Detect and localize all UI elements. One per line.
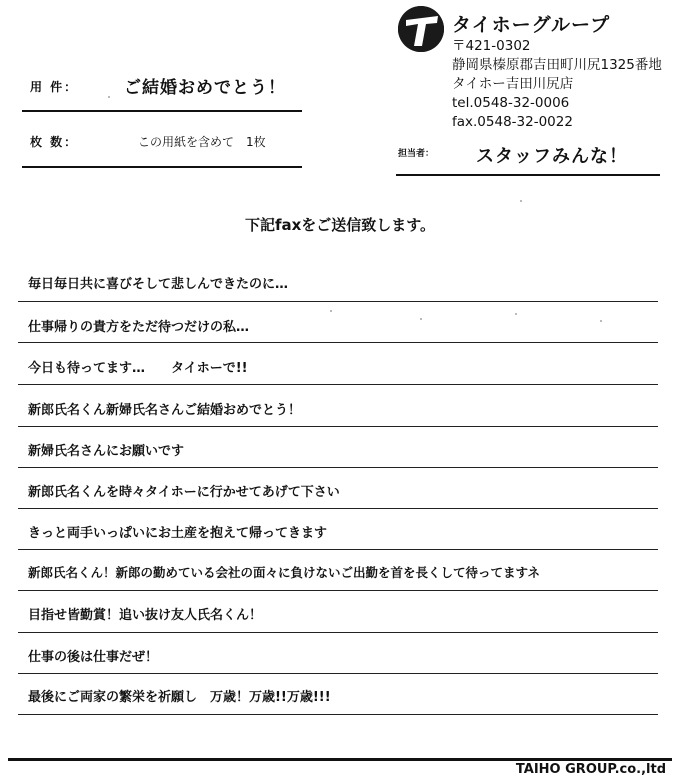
scan-speck [515,313,517,315]
message-line: 新郎氏名くん新婦氏名さんご結婚おめでとう！ [28,403,302,418]
message-line: 新郎氏名くん！新郎の勤めている会社の面々に負けないご出勤を首を長くして待ってますネ [28,565,541,580]
message-line: 今日も待ってます… タイホーで!! [28,361,248,376]
ruled-line [18,632,658,633]
company-name: タイホーグループ [452,14,611,36]
footer-rule [8,758,672,761]
ruled-line [18,467,658,468]
branch-name: タイホー吉田川尻店 [452,76,574,92]
message-line: 新郎氏名くんを時々タイホーに行かせてあげて下さい [28,485,340,500]
logo-t-icon [398,6,444,52]
message-line: 仕事帰りの貴方をただ待つだけの私… [28,320,250,335]
pages-underline [22,166,302,168]
ruled-line [18,301,658,302]
staff-value: スタッフみんな！ [476,146,628,167]
staff-underline [396,174,660,176]
ruled-line [18,714,658,715]
message-line: きっと両手いっぱいにお土産を抱えて帰ってきます [28,526,328,541]
subject-underline [22,110,302,112]
ruled-line [18,549,658,550]
message-line: 毎日毎日共に喜びそして悲しんできたのに… [28,277,289,292]
subject-value: ご結婚おめでとう！ [124,78,286,98]
phone-number: tel.0548-32-0006 [452,95,570,111]
footer-company: TAIHO GROUP.co.,ltd [515,762,666,777]
ruled-line [18,508,658,509]
postal-code: 〒421-0302 [452,38,531,54]
ruled-line [18,384,658,385]
scan-speck [600,320,602,322]
message-line: 新婦氏名さんにお願いです [28,444,185,459]
ruled-line [18,342,658,343]
company-address: 静岡県榛原郡吉田町川尻1325番地 [452,57,662,73]
fax-intro: 下記faxをご送信致します。 [244,216,436,234]
ruled-line [18,426,658,427]
scan-speck [108,96,110,98]
scan-speck [420,318,422,320]
company-logo [398,6,444,52]
fax-number: fax.0548-32-0022 [452,114,573,130]
message-line: 仕事の後は仕事だぜ！ [28,650,159,665]
staff-label: 担当者： [398,149,435,159]
message-line: 目指せ皆勤賞！追い抜け友人氏名くん！ [28,608,263,623]
ruled-line [18,673,658,674]
pages-label: 枚 数： [30,135,79,149]
scan-speck [520,200,522,202]
ruled-line [18,590,658,591]
pages-value: この用紙を含めて 1枚 [138,135,266,149]
message-line: 最後にご両家の繁栄を祈願し 万歳！万歳!!万歳!!! [28,690,331,705]
scan-speck [330,310,332,312]
subject-label: 用 件： [30,80,79,94]
